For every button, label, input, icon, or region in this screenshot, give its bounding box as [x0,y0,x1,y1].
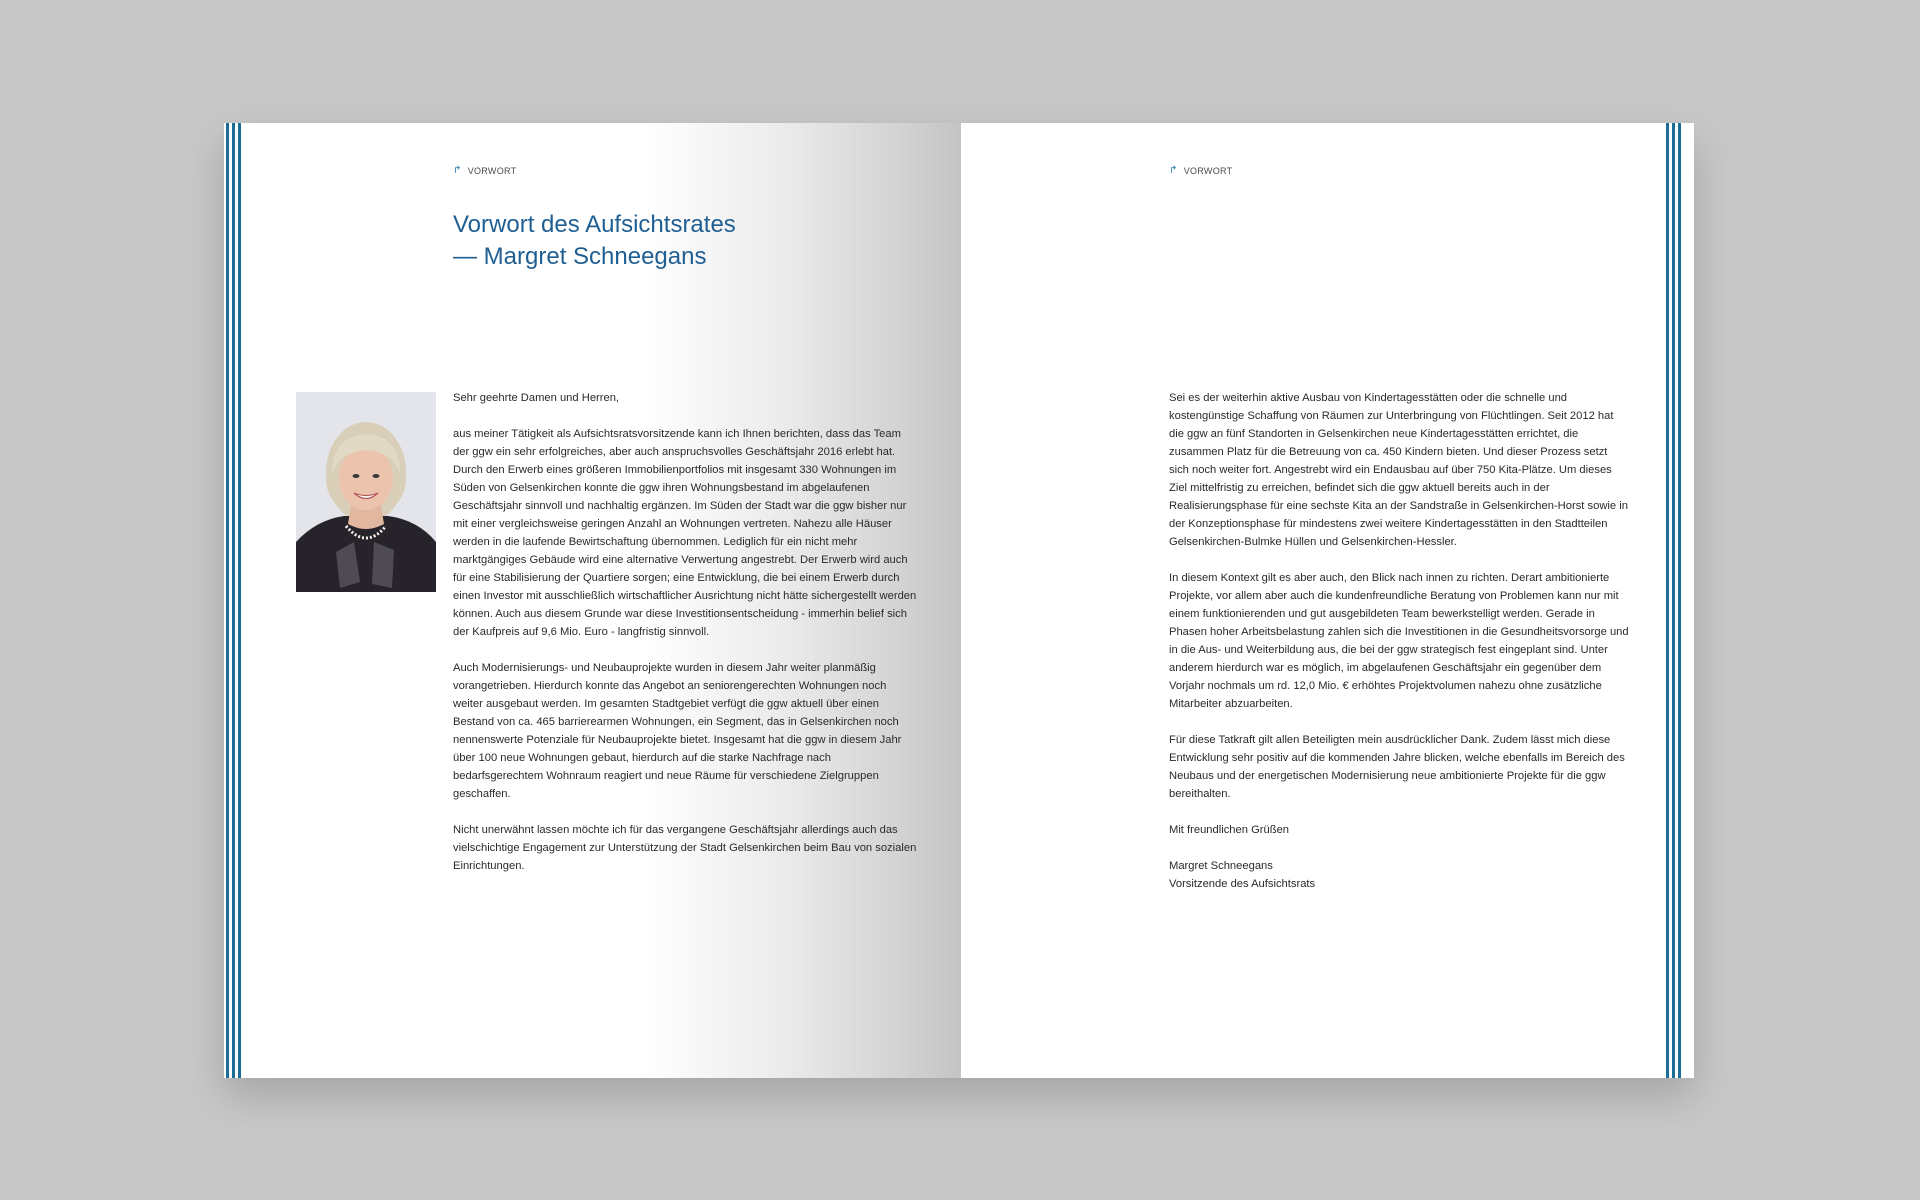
paragraph: In diesem Kontext gilt es aber auch, den Blick nach innen zu richten. Derart ambitionierte Projekte, vor allem aber auch die kundenfreundliche Beratung von Problemen kann nur mit einem funktionierenden und gut ausgebildeten Team bewerkstelligt werden. Gerade in Phasen hoher Arbeitsbelastung zahlen sich die Investitionen in die Gesundheitsvorsorge und in die Aus- und Weiterbildung aus, die bei der ggw strategisch fest eingeplant sind. Unter anderem hierdurch war es möglich, im abgelaufenen Geschäftsjahr ein gegenüber dem Vorjahr nochmals um rd. 12,0 Mio. € erhöhtes Projektvolumen nahezu ohne zusätzliche Mitarbeiter abzuarbeiten. [1169,572,1629,710]
section-label-right: ↱ VORWORT [1169,165,1233,176]
title-line-2: — Margret Schneegans [453,243,707,270]
section-label-left: ↱ VORWORT [453,165,517,176]
brochure-spread [224,123,1694,1078]
right-page [961,123,1694,1078]
signature-role: Vorsitzende des Aufsichtsrats [1169,878,1316,890]
right-body-text [1169,389,1629,893]
left-edge-stripes [226,123,244,1078]
page-title [453,209,736,273]
signature-name: Margret Schneegans [1169,860,1273,872]
paragraph: Sei es der weiterhin aktive Ausbau von Kindertagesstätten oder die schnelle und kostengünstige Schaffung von Räumen zur Unterbringung von Flüchtlingen. Seit 2012 hat die ggw an fünf Standorten in Gelsenkirchen neue Kindertagesstätten errichtet, die zusammen Platz für die Betreuung von ca. 450 Kindern bieten. Und dieser Prozess setzt sich noch weiter fort. Angestrebt wird ein Endausbau auf über 750 Kita-Plätze. Um dieses Ziel mittelfristig zu erreichen, befindet sich die ggw aktuell bereits auch in der Realisierungsphase für eine sechste Kita an der Sandstraße in Gelsenkirchen-Horst sowie in der Konzeptionsphase für mindestens zwei weitere Kindertagesstätten in den Stadtteilen Gelsenkirchen-Bulmke Hüllen und Gelsenkirchen-Hessler. [1169,392,1628,548]
portrait-photo [296,392,436,592]
title-line-1: Vorwort des Aufsichtsrates [453,211,736,238]
closing: Mit freundlichen Grüßen [1169,824,1290,836]
paragraph: Auch Modernisierungs- und Neubauprojekte wurden in diesem Jahr weiter planmäßig vorangetrieben. Hierdurch konnte das Angebot an seniorengerechten Wohnungen noch weiter ausgebaut werden. Im gesamten Stadtgebiet verfügt die ggw aktuell über einen Bestand von ca. 465 barrierearmen Wohnungen, ein Segment, das in Gelsenkirchen noch nennenswerte Potenziale für Neubauprojekte bietet. Insgesamt hat die ggw in diesem Jahr über 100 neue Wohnungen gebaut, hierdurch auf die starke Nachfrage nach bedarfsgerechtem Wohnraum reagiert und neue Räume für verschiedene Zielgruppen geschaffen. [453,662,902,800]
paragraph: Nicht unerwähnt lassen möchte ich für das vergangene Geschäftsjahr allerdings auch das vielschichtige Engagement zur Unterstützung der Stadt Gelsenkirchen beim Bau von sozialen Einrichtungen. [453,824,917,872]
right-edge-stripes [1666,123,1684,1078]
greeting: Sehr geehrte Damen und Herren, [453,392,620,404]
arrow-icon: ↱ [1169,165,1178,176]
arrow-icon: ↱ [453,165,462,176]
left-body-text [453,389,919,893]
left-page [224,123,961,1078]
paragraph: aus meiner Tätigkeit als Aufsichtsratsvorsitzende kann ich Ihnen berichten, dass das Team der ggw ein sehr erfolgreiches, aber auch anspruchsvolles Geschäftsjahr 2016 erlebt hat. Durch den Erwerb eines größeren Immobilienportfolios mit insgesamt 330 Wohnungen im Süden von Gelsenkirchen konnte die ggw ihren Wohnungsbestand im abgelaufenen Geschäftsjahr sinnvoll und nachhaltig ergänzen. Im Süden der Stadt war die ggw bisher nur mit einer vergleichsweise geringen Anzahl an Wohnungen vertreten. Nahezu alle Häuser werden in die laufende Bewirtschaftung übernommen. Lediglich für ein nicht mehr marktgängiges Gebäude wird eine alternative Verwertung angestrebt. Der Erwerb wird auch für eine Stabilisierung der Quartiere sorgen; eine Entwicklung, die bei einem Erwerb durch einen Investor mit ausschließlich wirtschaftlicher Ausrichtung nicht hätte sichergestellt werden können. Auch aus diesem Grunde war diese Investitionsentscheidung - immerhin belief sich der Kaufpreis auf 9,6 Mio. Euro - langfristig sinnvoll. [453,428,917,638]
paragraph: Für diese Tatkraft gilt allen Beteiligten mein ausdrücklicher Dank. Zudem lässt mich diese Entwicklung sehr positiv auf die kommenden Jahre blicken, welche ebenfalls im Bereich des Neubaus und der energetischen Modernisierung neue ambitionierte Projekte für die ggw bereithalten. [1169,734,1625,800]
portrait-illustration [296,392,436,592]
